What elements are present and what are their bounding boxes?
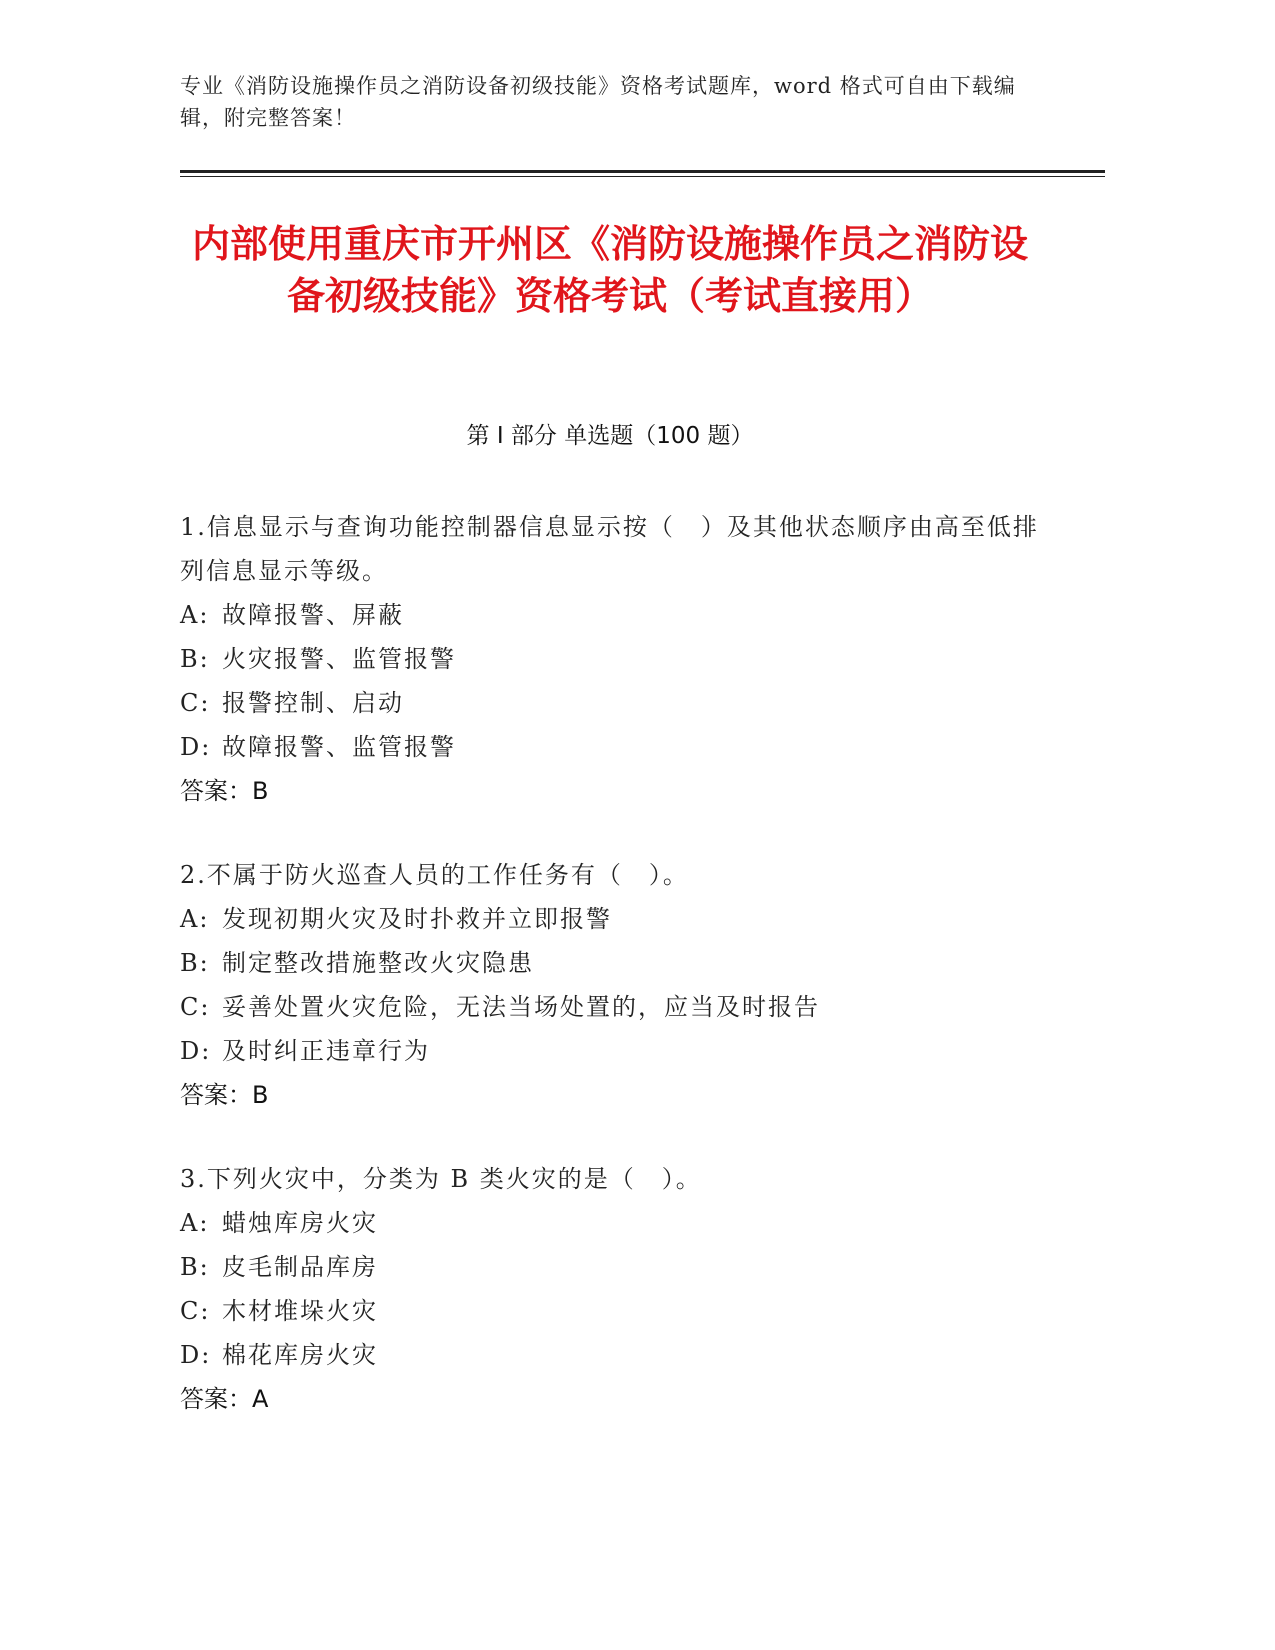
option-text: 故障报警、监管报警 bbox=[222, 733, 456, 761]
option-a bbox=[180, 897, 1040, 941]
option-text: 火灾报警、监管报警 bbox=[222, 645, 456, 673]
option-key: A: bbox=[180, 905, 210, 933]
answer-line: 答案：B bbox=[180, 777, 269, 805]
question-list bbox=[180, 505, 1040, 1461]
question-stem: 1.信息显示与查询功能控制器信息显示按（ ）及其他状态顺序由高至低排列信息显示等级。 bbox=[180, 513, 1039, 585]
question-stem: 3.下列火灾中，分类为 B 类火灾的是（ ）。 bbox=[180, 1165, 702, 1193]
option-d bbox=[180, 1333, 1040, 1377]
option-key: A: bbox=[180, 1209, 210, 1237]
answer-line: 答案：A bbox=[180, 1385, 269, 1413]
option-a bbox=[180, 1201, 1040, 1245]
option-text: 发现初期火灾及时扑救并立即报警 bbox=[222, 905, 612, 933]
option-key: B: bbox=[180, 645, 210, 673]
header-divider-thick bbox=[180, 170, 1105, 173]
option-text: 妥善处置火灾危险，无法当场处置的，应当及时报告 bbox=[222, 993, 820, 1021]
question-1 bbox=[180, 505, 1040, 813]
option-d bbox=[180, 1029, 1040, 1073]
option-d bbox=[180, 725, 1040, 769]
option-key: B: bbox=[180, 1253, 210, 1281]
option-key: D: bbox=[180, 1037, 212, 1065]
option-text: 皮毛制品库房 bbox=[222, 1253, 378, 1281]
header-divider-thin bbox=[180, 176, 1105, 177]
option-key: D: bbox=[180, 733, 212, 761]
option-c bbox=[180, 985, 1040, 1029]
question-2 bbox=[180, 853, 1040, 1117]
option-b bbox=[180, 1245, 1040, 1289]
option-c bbox=[180, 681, 1040, 725]
section-heading: 第 I 部分 单选题（100 题） bbox=[466, 423, 754, 449]
option-text: 报警控制、启动 bbox=[222, 689, 404, 717]
option-text: 故障报警、屏蔽 bbox=[222, 601, 404, 629]
option-c bbox=[180, 1289, 1040, 1333]
option-text: 制定整改措施整改火灾隐患 bbox=[222, 949, 534, 977]
option-text: 蜡烛库房火灾 bbox=[222, 1209, 378, 1237]
option-key: C: bbox=[180, 689, 211, 717]
document-title: 内部使用重庆市开州区《消防设施操作员之消防设备初级技能》资格考试（考试直接用） bbox=[191, 222, 1028, 318]
option-key: C: bbox=[180, 993, 211, 1021]
option-text: 及时纠正违章行为 bbox=[222, 1037, 430, 1065]
option-key: A: bbox=[180, 601, 210, 629]
answer-line: 答案：B bbox=[180, 1081, 269, 1109]
option-b bbox=[180, 941, 1040, 985]
question-3 bbox=[180, 1157, 1040, 1421]
option-key: B: bbox=[180, 949, 210, 977]
option-b bbox=[180, 637, 1040, 681]
option-key: D: bbox=[180, 1341, 212, 1369]
option-key: C: bbox=[180, 1297, 211, 1325]
option-a bbox=[180, 593, 1040, 637]
option-text: 木材堆垛火灾 bbox=[222, 1297, 378, 1325]
header-note: 专业《消防设施操作员之消防设备初级技能》资格考试题库，word 格式可自由下载编辑，附完整答案！ bbox=[180, 74, 1016, 130]
option-text: 棉花库房火灾 bbox=[222, 1341, 378, 1369]
question-stem: 2.不属于防火巡查人员的工作任务有（ ）。 bbox=[180, 861, 689, 889]
